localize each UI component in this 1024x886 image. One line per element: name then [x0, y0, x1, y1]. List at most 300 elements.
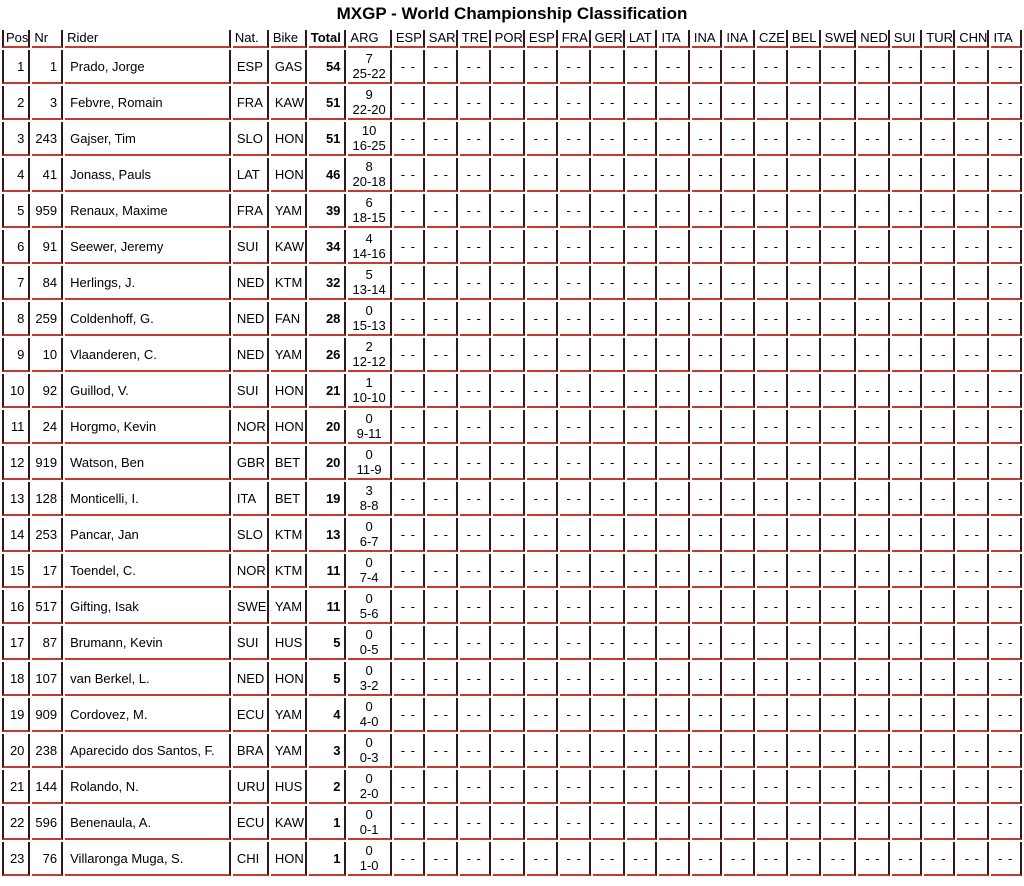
- cell-nr: 919: [32, 446, 63, 480]
- cell-gp-result: - -: [394, 698, 425, 732]
- cell-gp-result: - -: [560, 122, 591, 156]
- cell-gp-result: - -: [394, 770, 425, 804]
- cell-gp-result: - -: [427, 230, 458, 264]
- cell-gp-result: - -: [790, 662, 821, 696]
- cell-gp-result: - -: [991, 518, 1022, 552]
- cell-gp-result: - -: [692, 698, 723, 732]
- cell-gp-result: - -: [560, 842, 591, 876]
- cell-pos: 14: [2, 518, 30, 552]
- cell-gp-result: - -: [757, 86, 788, 120]
- table-body: [2, 50, 1022, 876]
- cell-gp-result: - -: [858, 554, 889, 588]
- cell-rider: Brumann, Kevin: [65, 626, 231, 660]
- arg-points: 4: [365, 231, 373, 246]
- cell-nat: CHI: [233, 842, 269, 876]
- cell-gp-result: - -: [858, 122, 889, 156]
- cell-gp-result: - -: [892, 410, 923, 444]
- cell-gp-result: - -: [460, 50, 491, 84]
- cell-gp-result: - -: [527, 698, 558, 732]
- cell-gp-result: - -: [659, 662, 689, 696]
- cell-gp-result: - -: [924, 302, 955, 336]
- cell-gp-result: - -: [527, 626, 558, 660]
- cell-rider: Benenaula, A.: [65, 806, 231, 840]
- cell-gp-result: - -: [823, 518, 857, 552]
- cell-gp-result: - -: [560, 482, 591, 516]
- cell-total: 19: [309, 482, 347, 516]
- cell-gp-result: - -: [957, 338, 989, 372]
- table-row: [2, 50, 1022, 84]
- cell-gp-result: - -: [858, 518, 889, 552]
- cell-bike: HUS: [271, 626, 307, 660]
- cell-gp-result: - -: [593, 698, 625, 732]
- col-header-pos: Pos: [2, 30, 30, 48]
- cell-gp-result: - -: [991, 338, 1022, 372]
- page-title: MXGP - World Championship Classification: [336, 4, 688, 23]
- cell-gp-result: - -: [924, 698, 955, 732]
- cell-gp-result: - -: [858, 662, 889, 696]
- cell-gp-result: - -: [593, 446, 625, 480]
- cell-gp-result: - -: [724, 842, 755, 876]
- cell-gp-result: - -: [757, 662, 788, 696]
- cell-gp-result: - -: [627, 50, 658, 84]
- cell-gp-result: - -: [892, 302, 923, 336]
- cell-gp-result: - -: [924, 590, 955, 624]
- cell-gp-result: - -: [627, 842, 658, 876]
- cell-gp-result: - -: [394, 734, 425, 768]
- cell-gp-result: - -: [460, 734, 491, 768]
- arg-points: 6: [365, 195, 373, 210]
- cell-gp-result: - -: [427, 554, 458, 588]
- cell-gp-result: - -: [460, 806, 491, 840]
- cell-gp-result: - -: [757, 842, 788, 876]
- cell-gp-result: - -: [991, 122, 1022, 156]
- cell-gp-result: - -: [757, 518, 788, 552]
- cell-total: 13: [309, 518, 347, 552]
- cell-gp-result: - -: [460, 122, 491, 156]
- cell-gp-result: - -: [692, 842, 723, 876]
- arg-points: 5: [365, 267, 373, 282]
- cell-gp-result: - -: [527, 770, 558, 804]
- col-header-gp-20: ITA: [991, 30, 1022, 48]
- cell-rider: Renaux, Maxime: [65, 194, 231, 228]
- cell-bike: YAM: [271, 194, 307, 228]
- cell-bike: KAW: [271, 230, 307, 264]
- cell-gp-result: - -: [460, 482, 491, 516]
- cell-gp-result: - -: [924, 626, 955, 660]
- cell-gp-result: - -: [757, 50, 788, 84]
- cell-gp-result: - -: [527, 446, 558, 480]
- cell-nat: NOR: [233, 410, 269, 444]
- cell-gp-result: - -: [593, 266, 625, 300]
- cell-gp-result: - -: [427, 410, 458, 444]
- cell-total: 39: [309, 194, 347, 228]
- cell-gp-result: - -: [659, 266, 689, 300]
- cell-gp-result: - -: [957, 410, 989, 444]
- cell-gp-result: - -: [790, 590, 821, 624]
- cell-gp-result: - -: [627, 338, 658, 372]
- cell-gp-result: - -: [527, 410, 558, 444]
- cell-total: 51: [309, 122, 347, 156]
- cell-gp-result: - -: [493, 662, 525, 696]
- cell-gp-result: - -: [790, 626, 821, 660]
- cell-gp-result: - -: [493, 518, 525, 552]
- cell-bike: YAM: [271, 590, 307, 624]
- cell-gp-result: - -: [394, 518, 425, 552]
- cell-gp-result: - -: [659, 410, 689, 444]
- cell-gp-result: - -: [593, 662, 625, 696]
- cell-gp-result: - -: [757, 806, 788, 840]
- arg-points: 7: [365, 51, 373, 66]
- col-header-gp-12: INA: [724, 30, 755, 48]
- cell-nat: BRA: [233, 734, 269, 768]
- header-row: [2, 30, 1022, 48]
- cell-gp-result: - -: [593, 842, 625, 876]
- cell-gp-result: - -: [991, 806, 1022, 840]
- cell-gp-result: - -: [493, 50, 525, 84]
- cell-nat: URU: [233, 770, 269, 804]
- col-header-bike: Bike: [271, 30, 307, 48]
- cell-gp-result: - -: [560, 158, 591, 192]
- cell-gp-result: - -: [659, 518, 689, 552]
- col-header-gp-8: GER: [593, 30, 625, 48]
- cell-gp-result: - -: [593, 230, 625, 264]
- cell-gp-result: - -: [460, 194, 491, 228]
- cell-rider: Vlaanderen, C.: [65, 338, 231, 372]
- cell-gp-result: - -: [527, 842, 558, 876]
- table-row: [2, 230, 1022, 264]
- cell-bike: HUS: [271, 770, 307, 804]
- cell-gp-result: - -: [527, 122, 558, 156]
- cell-gp-result: - -: [593, 374, 625, 408]
- cell-pos: 8: [2, 302, 30, 336]
- cell-rider: Coldenhoff, G.: [65, 302, 231, 336]
- cell-nr: 909: [32, 698, 63, 732]
- cell-gp-result: - -: [858, 266, 889, 300]
- cell-nat: NED: [233, 338, 269, 372]
- cell-gp-result: - -: [460, 770, 491, 804]
- cell-gp-result: - -: [924, 518, 955, 552]
- cell-gp-result: - -: [427, 626, 458, 660]
- arg-points: 0: [365, 519, 373, 534]
- col-header-gp-17: SUI: [892, 30, 923, 48]
- col-header-gp-5: POR: [493, 30, 525, 48]
- cell-gp-result: - -: [427, 698, 458, 732]
- cell-gp-result: - -: [659, 590, 689, 624]
- cell-gp-result: - -: [627, 806, 658, 840]
- cell-gp-result: - -: [692, 590, 723, 624]
- cell-gp-result: - -: [527, 518, 558, 552]
- cell-rider: Prado, Jorge: [65, 50, 231, 84]
- cell-gp-result: - -: [858, 590, 889, 624]
- cell-gp-result: - -: [593, 482, 625, 516]
- arg-motos: 13-14: [352, 282, 386, 297]
- cell-gp-result: - -: [627, 446, 658, 480]
- cell-pos: 5: [2, 194, 30, 228]
- cell-nr: 10: [32, 338, 63, 372]
- cell-nat: SLO: [233, 122, 269, 156]
- arg-points: 0: [365, 411, 373, 426]
- arg-motos: 9-11: [356, 426, 382, 441]
- cell-gp-result: - -: [659, 122, 689, 156]
- cell-gp-result: - -: [892, 626, 923, 660]
- cell-arg-result: [348, 446, 391, 480]
- cell-gp-result: - -: [692, 410, 723, 444]
- cell-gp-result: - -: [724, 410, 755, 444]
- cell-gp-result: - -: [593, 554, 625, 588]
- cell-gp-result: - -: [427, 806, 458, 840]
- arg-points: 0: [365, 699, 373, 714]
- cell-gp-result: - -: [823, 50, 857, 84]
- cell-gp-result: - -: [659, 482, 689, 516]
- cell-gp-result: - -: [627, 518, 658, 552]
- col-header-gp-6: ESP: [527, 30, 558, 48]
- cell-gp-result: - -: [427, 266, 458, 300]
- cell-gp-result: - -: [560, 410, 591, 444]
- cell-gp-result: - -: [627, 770, 658, 804]
- cell-gp-result: - -: [659, 734, 689, 768]
- cell-rider: Toendel, C.: [65, 554, 231, 588]
- cell-gp-result: - -: [924, 482, 955, 516]
- cell-rider: Jonass, Pauls: [65, 158, 231, 192]
- arg-points: 9: [365, 87, 373, 102]
- cell-gp-result: - -: [957, 122, 989, 156]
- cell-gp-result: - -: [790, 50, 821, 84]
- cell-gp-result: - -: [659, 50, 689, 84]
- arg-motos: 3-2: [359, 678, 379, 693]
- cell-gp-result: - -: [892, 806, 923, 840]
- cell-arg-result: [348, 806, 391, 840]
- cell-total: 4: [309, 698, 347, 732]
- cell-gp-result: - -: [892, 482, 923, 516]
- cell-gp-result: - -: [493, 230, 525, 264]
- cell-total: 11: [309, 590, 347, 624]
- cell-gp-result: - -: [527, 374, 558, 408]
- cell-gp-result: - -: [823, 590, 857, 624]
- cell-gp-result: - -: [892, 770, 923, 804]
- cell-arg-result: [348, 410, 391, 444]
- cell-gp-result: - -: [659, 374, 689, 408]
- cell-gp-result: - -: [692, 446, 723, 480]
- cell-gp-result: - -: [892, 734, 923, 768]
- cell-gp-result: - -: [790, 374, 821, 408]
- cell-gp-result: - -: [858, 842, 889, 876]
- cell-gp-result: - -: [659, 626, 689, 660]
- cell-bike: BET: [271, 446, 307, 480]
- cell-gp-result: - -: [394, 446, 425, 480]
- cell-gp-result: - -: [957, 482, 989, 516]
- col-header-gp-14: BEL: [790, 30, 821, 48]
- cell-arg-result: [348, 482, 391, 516]
- cell-gp-result: - -: [460, 410, 491, 444]
- cell-nr: 243: [32, 122, 63, 156]
- cell-gp-result: - -: [724, 482, 755, 516]
- cell-pos: 16: [2, 590, 30, 624]
- cell-rider: van Berkel, L.: [65, 662, 231, 696]
- arg-points: 3: [365, 483, 373, 498]
- cell-gp-result: - -: [892, 230, 923, 264]
- cell-gp-result: - -: [757, 554, 788, 588]
- cell-gp-result: - -: [790, 554, 821, 588]
- table-row: [2, 194, 1022, 228]
- cell-rider: Herlings, J.: [65, 266, 231, 300]
- cell-gp-result: - -: [692, 806, 723, 840]
- cell-gp-result: - -: [823, 842, 857, 876]
- cell-pos: 21: [2, 770, 30, 804]
- cell-gp-result: - -: [394, 806, 425, 840]
- cell-gp-result: - -: [460, 86, 491, 120]
- cell-gp-result: - -: [394, 86, 425, 120]
- cell-gp-result: - -: [724, 446, 755, 480]
- cell-gp-result: - -: [394, 158, 425, 192]
- table-row: [2, 626, 1022, 660]
- cell-gp-result: - -: [527, 662, 558, 696]
- cell-gp-result: - -: [957, 374, 989, 408]
- cell-gp-result: - -: [892, 554, 923, 588]
- cell-gp-result: - -: [527, 482, 558, 516]
- cell-nat: NED: [233, 662, 269, 696]
- cell-pos: 15: [2, 554, 30, 588]
- arg-motos: 12-12: [352, 354, 386, 369]
- cell-gp-result: - -: [560, 374, 591, 408]
- cell-gp-result: - -: [892, 50, 923, 84]
- table-row: [2, 158, 1022, 192]
- cell-gp-result: - -: [892, 86, 923, 120]
- arg-motos: 15-13: [352, 318, 386, 333]
- cell-gp-result: - -: [924, 194, 955, 228]
- cell-nat: NED: [233, 302, 269, 336]
- arg-points: 0: [365, 663, 373, 678]
- cell-total: 51: [309, 86, 347, 120]
- cell-gp-result: - -: [991, 86, 1022, 120]
- cell-gp-result: - -: [823, 626, 857, 660]
- cell-total: 2: [309, 770, 347, 804]
- cell-gp-result: - -: [493, 158, 525, 192]
- cell-gp-result: - -: [627, 122, 658, 156]
- cell-total: 21: [309, 374, 347, 408]
- cell-nr: 92: [32, 374, 63, 408]
- cell-gp-result: - -: [394, 230, 425, 264]
- cell-gp-result: - -: [858, 446, 889, 480]
- cell-gp-result: - -: [460, 842, 491, 876]
- table-row: [2, 518, 1022, 552]
- arg-motos: 22-20: [352, 102, 386, 117]
- cell-gp-result: - -: [724, 806, 755, 840]
- cell-gp-result: - -: [659, 806, 689, 840]
- cell-gp-result: - -: [790, 770, 821, 804]
- cell-gp-result: - -: [858, 734, 889, 768]
- cell-gp-result: - -: [659, 194, 689, 228]
- cell-gp-result: - -: [957, 50, 989, 84]
- arg-points: 0: [365, 735, 373, 750]
- cell-gp-result: - -: [892, 194, 923, 228]
- cell-rider: Seewer, Jeremy: [65, 230, 231, 264]
- cell-bike: YAM: [271, 734, 307, 768]
- arg-motos: 11-9: [356, 462, 382, 477]
- col-header-nr: Nr: [32, 30, 63, 48]
- cell-bike: KTM: [271, 518, 307, 552]
- cell-gp-result: - -: [823, 734, 857, 768]
- cell-gp-result: - -: [757, 590, 788, 624]
- cell-gp-result: - -: [460, 302, 491, 336]
- arg-motos: 5-6: [359, 606, 379, 621]
- cell-gp-result: - -: [823, 554, 857, 588]
- cell-total: 32: [309, 266, 347, 300]
- arg-motos: 8-8: [359, 498, 379, 513]
- cell-gp-result: - -: [692, 626, 723, 660]
- table-row: [2, 554, 1022, 588]
- cell-gp-result: - -: [460, 446, 491, 480]
- cell-total: 5: [309, 626, 347, 660]
- cell-gp-result: - -: [924, 230, 955, 264]
- cell-gp-result: - -: [692, 482, 723, 516]
- arg-motos: 4-0: [359, 714, 379, 729]
- cell-rider: Monticelli, I.: [65, 482, 231, 516]
- cell-gp-result: - -: [757, 770, 788, 804]
- table-row: [2, 266, 1022, 300]
- cell-nat: FRA: [233, 194, 269, 228]
- col-header-rider: Rider: [65, 30, 231, 48]
- cell-gp-result: - -: [957, 446, 989, 480]
- cell-gp-result: - -: [527, 230, 558, 264]
- cell-gp-result: - -: [593, 338, 625, 372]
- arg-motos: 2-0: [359, 786, 379, 801]
- cell-gp-result: - -: [593, 734, 625, 768]
- cell-gp-result: - -: [460, 338, 491, 372]
- cell-gp-result: - -: [724, 374, 755, 408]
- cell-gp-result: - -: [892, 698, 923, 732]
- cell-gp-result: - -: [627, 194, 658, 228]
- cell-arg-result: [348, 374, 391, 408]
- cell-rider: Gajser, Tim: [65, 122, 231, 156]
- cell-gp-result: - -: [493, 446, 525, 480]
- cell-gp-result: - -: [790, 482, 821, 516]
- col-header-gp-1: ARG: [348, 30, 391, 48]
- cell-gp-result: - -: [991, 590, 1022, 624]
- table-row: [2, 446, 1022, 480]
- cell-gp-result: - -: [724, 266, 755, 300]
- cell-gp-result: - -: [724, 590, 755, 624]
- arg-points: 0: [365, 555, 373, 570]
- cell-pos: 22: [2, 806, 30, 840]
- cell-gp-result: - -: [724, 770, 755, 804]
- cell-total: 20: [309, 410, 347, 444]
- cell-gp-result: - -: [427, 122, 458, 156]
- cell-gp-result: - -: [757, 734, 788, 768]
- arg-motos: 0-5: [359, 642, 379, 657]
- cell-bike: YAM: [271, 338, 307, 372]
- cell-gp-result: - -: [757, 446, 788, 480]
- cell-gp-result: - -: [692, 662, 723, 696]
- cell-gp-result: - -: [991, 266, 1022, 300]
- cell-gp-result: - -: [991, 662, 1022, 696]
- cell-total: 26: [309, 338, 347, 372]
- cell-pos: 10: [2, 374, 30, 408]
- col-header-gp-9: LAT: [627, 30, 658, 48]
- cell-gp-result: - -: [460, 230, 491, 264]
- cell-gp-result: - -: [627, 374, 658, 408]
- cell-pos: 6: [2, 230, 30, 264]
- cell-gp-result: - -: [757, 482, 788, 516]
- table-row: [2, 338, 1022, 372]
- cell-pos: 20: [2, 734, 30, 768]
- cell-gp-result: - -: [991, 302, 1022, 336]
- cell-gp-result: - -: [823, 482, 857, 516]
- cell-gp-result: - -: [858, 698, 889, 732]
- cell-gp-result: - -: [527, 590, 558, 624]
- cell-gp-result: - -: [957, 86, 989, 120]
- cell-gp-result: - -: [692, 374, 723, 408]
- table-row: [2, 374, 1022, 408]
